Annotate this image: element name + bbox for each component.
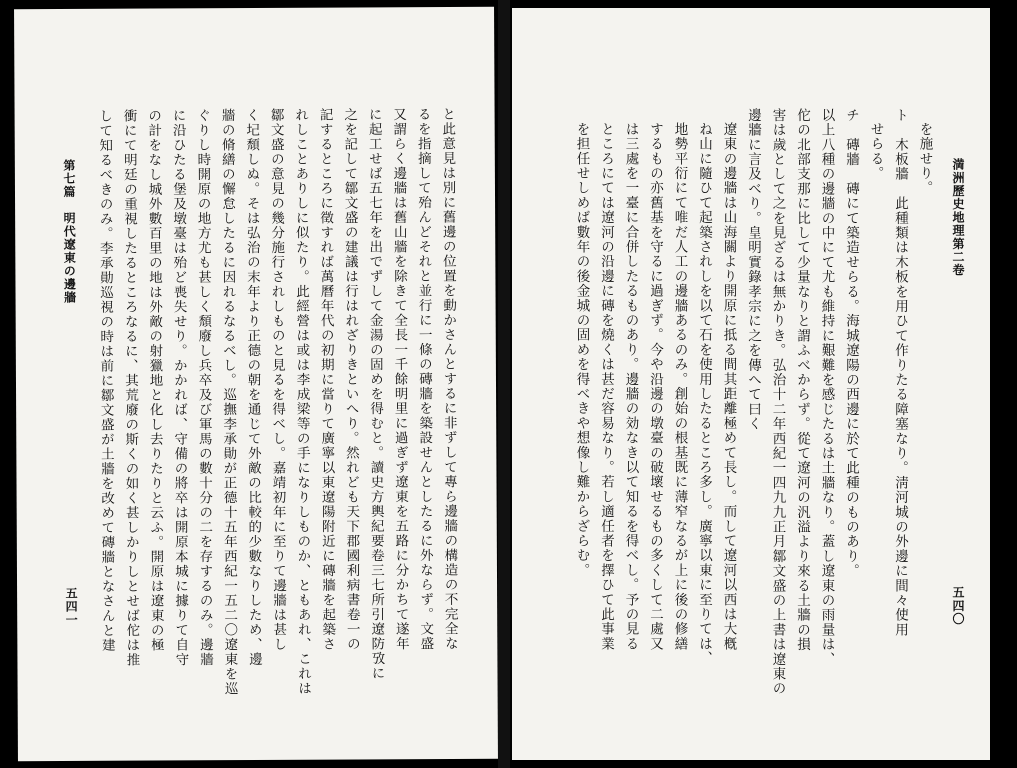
text-line: れしことありしに似たり。此經營は或は李成梁等の手になりしものか、ともあれ、これは <box>292 107 312 696</box>
text-line: ト 木板牆 此種類は木板を用ひて作りたる障塞なり。淸河城の外邊に間々使用 <box>892 108 908 638</box>
right-page <box>512 8 990 760</box>
text-line: と此意見は別に舊邊の位置を動かさんとするに非ずして專ら邊牆の構造の不完全な <box>439 106 458 651</box>
text-line: 牆の脩繕の懈怠したるに因れるなるべし。巡撫李承勛が正德十五年西紀一五二〇遼東を巡 <box>218 108 238 697</box>
text-line: 又謂らく邊牆は舊山牆を除きて全長一千餘明里に過ぎず遼東を五路に分かちて遂年 <box>390 107 409 652</box>
page-number: 五四〇 <box>951 586 965 626</box>
text-line: ぐりし時開原の地方尤も甚しく頹廢し兵卒及び軍馬の數十分の二を存するのみ。邊牆 <box>194 108 213 667</box>
text-line: 衝にて明廷の重視したるところなるに、其荒廢の斯くの如く甚しかりしとせば佗は推 <box>120 108 140 668</box>
text-line: は三處を一臺に合併したるものあり。邊牆の効なき以て知るを得べし。予の見る <box>622 122 639 652</box>
text-line: 邊牆に言及べり。皇明實錄孝宗に之を傳へて曰く <box>745 108 761 432</box>
text-line: せらる。 <box>867 122 884 181</box>
text-line: 記するところに徵すれば萬曆年代の初期に當りて廣寧以東遼陽附近に磚牆を起築さ <box>316 107 336 652</box>
left-page <box>14 7 498 762</box>
text-line: するもの亦舊基を守るに過ぎず。今や沿邊の墩臺の破壞せるもの多くして二處又 <box>647 122 663 652</box>
text-line: るを指摘して殆んどそれと並行に一條の磚牆を築設せんとしたるに外ならず。文盛 <box>414 107 434 652</box>
text-line: して知るべきのみ。李承勛巡視の時は前に鄒文盛が土牆を改めて磚牆となさんと建 <box>96 108 115 653</box>
text-line: の計をなし城外數百里の地は外敵の射獵地と化し去りたりと云ふ。開原は遼東の極 <box>145 108 164 653</box>
text-line: 佗の北部支那に比して少量なりと謂ふべからず。從て遼河の汎溢より來る土牆の損 <box>794 108 810 652</box>
text-line: 鄒文盛の意見の幾分施行されしものと見るを得べし。嘉靖初年に至りて邊牆は甚し <box>267 107 287 652</box>
text-line: 以上八種の邊牆の中にて尤も維持に艱難を感じたるは土牆なり。蓋し遼東の雨量は、 <box>818 108 835 667</box>
text-line: に起工せば五七年を出でずして金湯の固めを得むと。讀史方輿紀要卷三七所引遼防攷に <box>365 107 385 681</box>
text-line: を担任せしめば數年の後金城の固めを得べきや想像し難からざらむ。 <box>573 122 590 578</box>
text-line: 害は歲として之を見ざるは無かりき。弘治十二年西紀一四九九正月鄒文盛の上書は遼東の <box>769 108 786 696</box>
page-number-left: 五四一 <box>64 586 79 627</box>
text-line: に沿ひたる堡及墩臺は殆ど喪失せり。かかれば、守備の將卒は開原本城に據りて自守 <box>169 108 189 668</box>
text-line: チ 磚牆 磚にて築造せらる。海城遼陽の西邊に於て此種のものあり。 <box>843 108 859 579</box>
running-header: 満洲歷史地理第二卷 <box>951 158 965 277</box>
book-spine <box>498 0 510 768</box>
text-line: を施せり。 <box>916 122 933 196</box>
text-line: ところにては遼河の沿邊に磚を燒くは甚だ容易なり。若し適任者を擇ひて此事業 <box>598 122 614 652</box>
running-footer: 第七篇 明代遼東の邊牆 <box>61 158 77 305</box>
text-line: 地勢平衍にて唯だ人工の邊牆あるのみ。創始の根基既に薄窄なるが上に後の修繕 <box>671 122 688 652</box>
text-line: く圮頹しぬ。そは弘治の末年より正德の朝を通じて外敵の比較的少數なりしため、邊 <box>243 107 262 667</box>
text-line: ね山に隨ひて起築されしを以て石を使用したるところ多し。廣寧以東に至りては、 <box>696 122 712 666</box>
text-line: 之を記して鄒文盛の建議は行はれざりきといへり。然れども天下郡國利病書卷一の <box>341 107 360 652</box>
text-line: 遼東の邊牆は山海關より開原に抵る間其距離極めて長し。而して遼河以西は大槪 <box>720 122 737 652</box>
